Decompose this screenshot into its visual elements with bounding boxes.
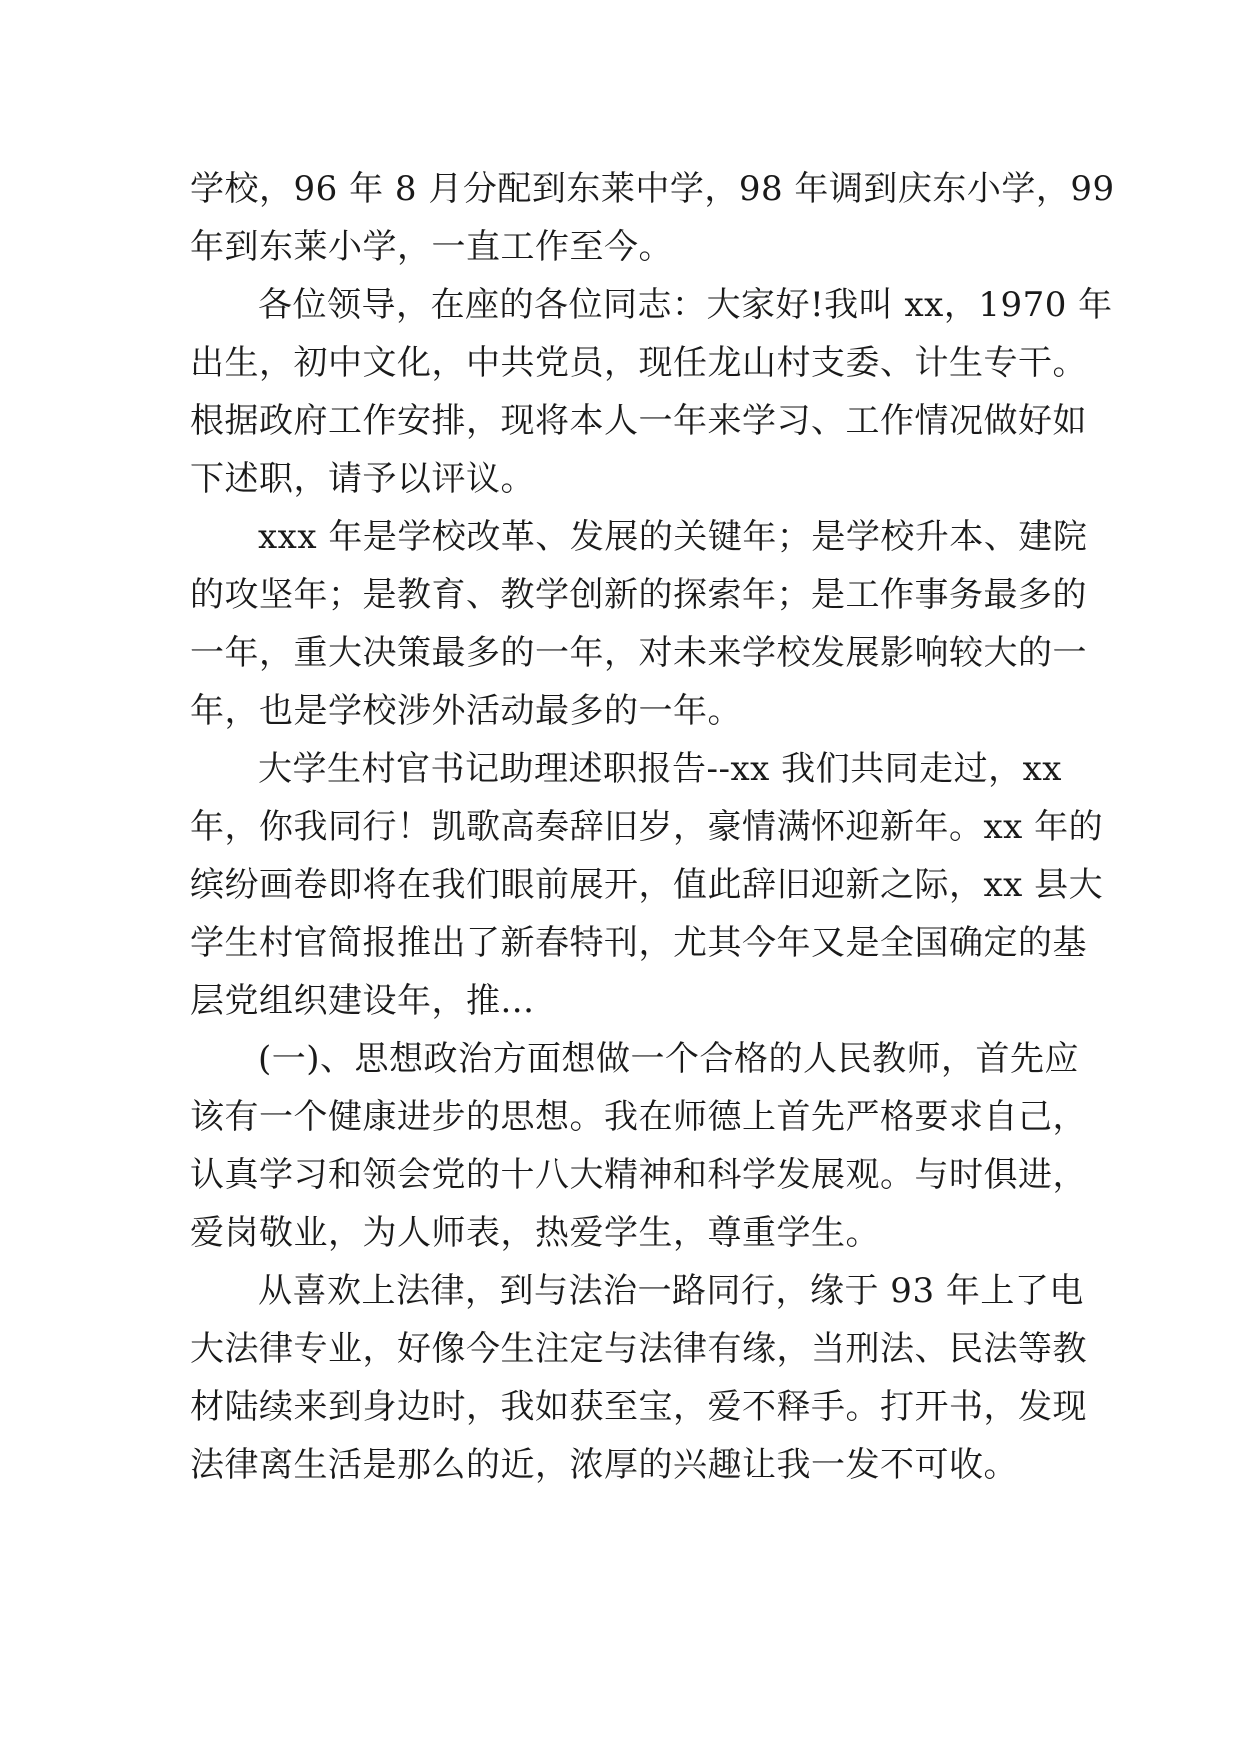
text-line: 大法律专业，好像今生注定与法律有缘，当刑法、民法等教 [190,1329,1087,1369]
text-line: 爱岗敬业，为人师表，热爱学生，尊重学生。 [190,1213,880,1253]
text-line: 法律离生活是那么的近，浓厚的兴趣让我一发不可收。 [190,1445,1018,1485]
document-body [190,160,1115,1494]
text-line: 年到东莱小学，一直工作至今。 [190,227,673,267]
text-line: 年，也是学校涉外活动最多的一年。 [190,691,742,731]
text-line: 出生，初中文化，中共党员，现任龙山村支委、计生专干。 [190,343,1087,383]
paragraph-first-line: 大学生村官书记助理述职报告--xx 我们共同走过，xx [258,749,1062,789]
text-line: 的攻坚年；是教育、教学创新的探索年；是工作事务最多的 [190,575,1087,615]
paragraph-first-line: xxx 年是学校改革、发展的关键年；是学校升本、建院 [258,517,1088,557]
text-line: 一年，重大决策最多的一年，对未来学校发展影响较大的一 [190,633,1087,673]
text-line: 年，你我同行！凯歌高奏辞旧岁，豪情满怀迎新年。xx 年的 [190,807,1104,847]
text-line: 该有一个健康进步的思想。我在师德上首先严格要求自己， [190,1097,1087,1137]
text-line: 层党组织建设年，推... [190,981,535,1021]
text-line: 下述职，请予以评议。 [190,459,535,499]
paragraph-first-line: 从喜欢上法律，到与法治一路同行，缘于 93 年上了电 [258,1271,1084,1311]
text-line: 材陆续来到身边时，我如获至宝，爱不释手。打开书，发现 [190,1387,1087,1427]
text-line: 缤纷画卷即将在我们眼前展开，值此辞旧迎新之际，xx 县大 [190,865,1104,905]
text-line: 根据政府工作安排，现将本人一年来学习、工作情况做好如 [190,401,1087,441]
paragraph-first-line: (一)、思想政治方面想做一个合格的人民教师，首先应 [258,1039,1080,1079]
text-line: 学校，96 年 8 月分配到东莱中学，98 年调到庆东小学，99 [190,169,1115,209]
text-line: 认真学习和领会党的十八大精神和科学发展观。与时俱进， [190,1155,1087,1195]
text-line: 学生村官简报推出了新春特刊，尤其今年又是全国确定的基 [190,923,1087,963]
paragraph-first-line: 各位领导，在座的各位同志：大家好!我叫 xx，1970 年 [258,285,1113,325]
